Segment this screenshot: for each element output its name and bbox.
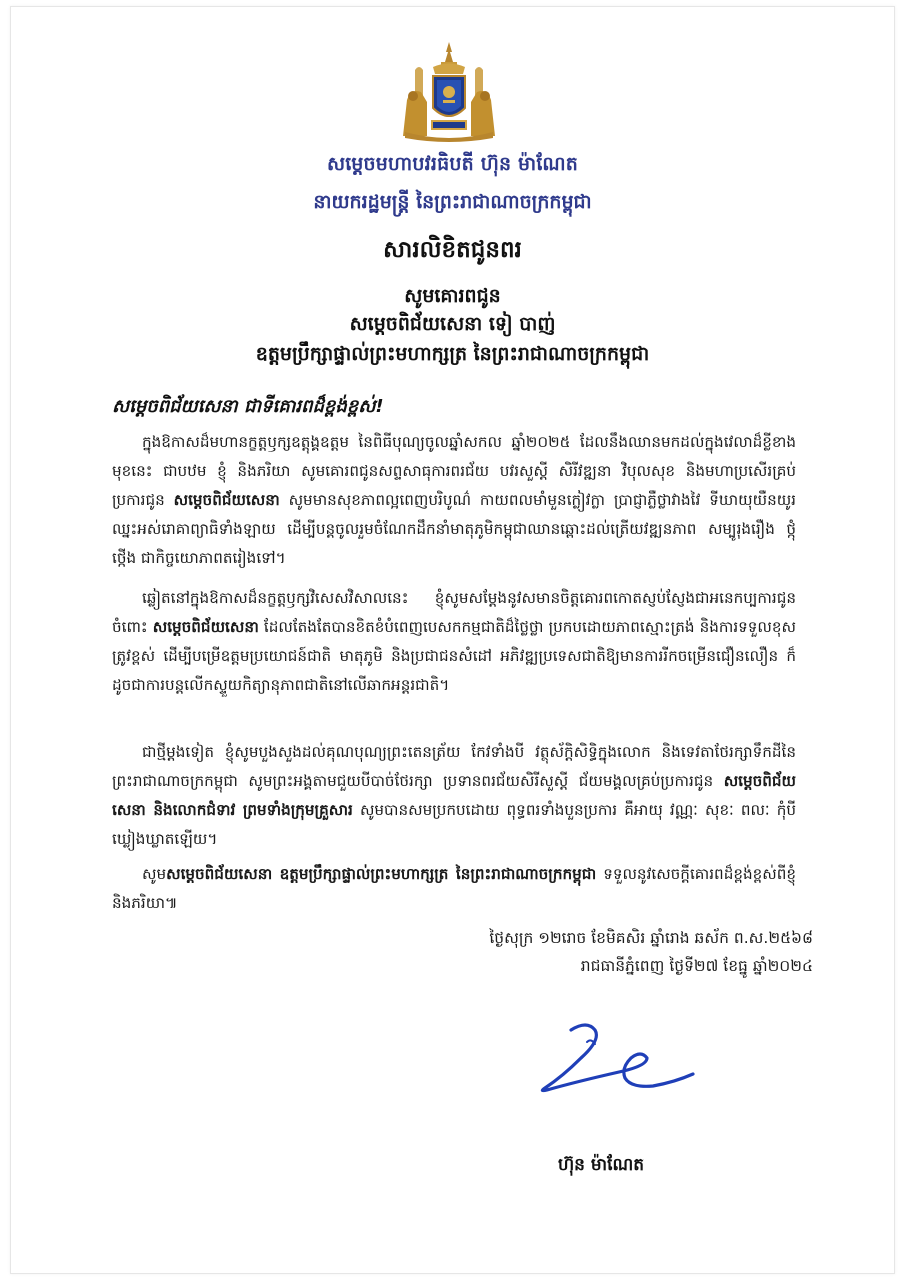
sender-name: សម្តេចមហាបវរធិបតី ហ៊ុន ម៉ាណែត (326, 153, 579, 175)
document-title: សារលិខិតជូនពរ (383, 237, 522, 263)
paragraph-3 (112, 738, 796, 854)
paragraph-2 (112, 584, 796, 700)
recipient-intro: សូមគោរពជូន (404, 285, 501, 307)
paragraph-1 (112, 428, 796, 573)
paragraph-1-bold: សម្តេចពិជ័យសេនា (173, 491, 280, 509)
paragraph-3-text-b: សូមបានសមប្រកបដោយ ពុទ្ធពរទាំងបួនប្រការ គឺអាយុ វណ្ណៈ សុខៈ ពលៈ កុំបីឃ្លៀងឃ្លាតឡើយ។ (112, 801, 796, 848)
paragraph-4-bold: សម្តេចពិជ័យសេនា ឧត្តមប្រឹក្សាផ្ទាល់ព្រះមហាក្សត្រ នៃព្រះរាជាណាចក្រកម្ពុជា (166, 865, 597, 883)
paragraph-1-text-a: ក្នុងឱកាសដ៏មហានក្ខត្តឫក្សឧត្តុង្គឧត្តម នៃពិធីបុណ្យចូលឆ្នាំសកល ឆ្នាំ២០២៥ ដែលនឹងឈានមកដល់ក្នុងវេលាដ៏ខ្លីខាងមុខនេះ ជាបឋម ខ្ញុំ និងភរិយា សូមគោរពជូនសព្ទសាធុការពរជ័យ បវរសួស្តី សិរីវឌ្ឍនា វិបុលសុខ និងមហាប្រសើរគ្រប់ប្រការជូន (112, 433, 796, 509)
signer-name: ហ៊ុន ម៉ាណែត (558, 1155, 645, 1175)
paragraph-2-text-a: ឆ្លៀតនៅក្នុងឱកាសដ៏នក្ខត្តឫក្សវិសេសវិសាលនេះ ខ្ញុំសូមសម្តែងនូវសមានចិត្តគោរពកោតស្ញប់ស្ញែងជាអនេកប្បការជូនចំពោះ (112, 589, 796, 636)
recipient-title: ឧត្តមប្រឹក្សាផ្ទាល់ព្រះមហាក្សត្រ នៃព្រះរាជាណាចក្រកម្ពុជា (255, 343, 650, 365)
paragraph-2-text-b: ដែលតែងតែបានខិតខំបំពេញបេសកកម្មជាតិដ៏ថ្លៃថ្លា ប្រកបដោយភាពស្មោះត្រង់ និងការទទួលខុសត្រូវខ្ពស់ ដើម្បីបម្រើឧត្តមប្រយោជន៍ជាតិ មាតុភូមិ និងប្រជាជនសំដៅ អភិវឌ្ឍប្រទេសជាតិឱ្យមានការរីកចម្រើនជឿនលឿន ក៏ដូចជាការបន្តលើកស្ទួយកិត្យានុភាពជាតិនៅលើឆាកអន្តរជាតិ។ (112, 618, 796, 694)
paragraph-2-bold: សម្តេចពិជ័យសេនា (152, 618, 259, 636)
sender-title: នាយករដ្ឋមន្ត្រី នៃព្រះរាជាណាចក្រកម្ពុជា (313, 191, 592, 213)
paragraph-4 (112, 860, 796, 918)
paragraph-4-text-a: សូម (142, 865, 167, 883)
date-lunar: ថ្ងៃសុក្រ ១២រោច ខែមិគសិរ ឆ្នាំរោង ឆស័ក ព.ស.២៥៦៨ (489, 929, 813, 947)
date-solar: រាជធានីភ្នំពេញ ថ្ងៃទី២៧ ខែធ្នូ ឆ្នាំ២០២៤ (580, 957, 813, 975)
handwritten-signature-icon (535, 1018, 705, 1096)
paragraph-1-text-b: សូមមានសុខភាពល្អពេញបរិបូណ៌ កាយពលមាំមួនក្លៀវក្លា ប្រាជ្ញាភ្លឺថ្លាវាងវៃ ទីឃាយុយឺនយូរ ឈ្នះអស់រោគាព្យាធិទាំងឡាយ ដើម្បីបន្តចូលរួមចំណែកដឹកនាំមាតុភូមិកម្ពុជាឈានឆ្ពោះដល់ត្រើយវឌ្ឍនភាព សម្បូរុងរឿង ថ្កុំថ្កើង ជាកិច្ចយោភាពតរៀងទៅ។ (112, 491, 796, 567)
recipient-name: សម្តេចពិជ័យសេនា ទៀ បាញ់ (349, 313, 556, 335)
royal-coat-of-arms-icon (397, 40, 501, 142)
paragraph-4-text-b: ទទួលនូវសេចក្តីគោរពដ៏ខ្ពង់ខ្ពស់ពីខ្ញុំ និងភរិយា៕ (112, 865, 796, 912)
paragraph-3-bold: សម្តេចពិជ័យសេនា និងលោកជំទាវ ព្រមទាំងក្រុមគ្រួសារ (112, 772, 796, 819)
salutation: សម្តេចពិជ័យសេនា ជាទីគោរពដ៏ខ្ពង់ខ្ពស់! (112, 396, 384, 417)
paragraph-3-text-a: ជាថ្មីម្តងទៀត ខ្ញុំសូមបួងសួងដល់គុណបុណ្យព្រះតេនត្រ័យ កែវទាំងបី វត្ថុស័ក្តិសិទ្ធិក្នុងលោក និងទេវតាថែរក្សាទឹកដីនៃព្រះរាជាណាចក្រកម្ពុជា សូមព្រះអង្គតាមជួយបីបាច់ថែរក្សា ប្រទានពរជ័យសិរីសួស្តី ជ័យមង្គលគ្រប់ប្រការជូន (112, 743, 796, 790)
